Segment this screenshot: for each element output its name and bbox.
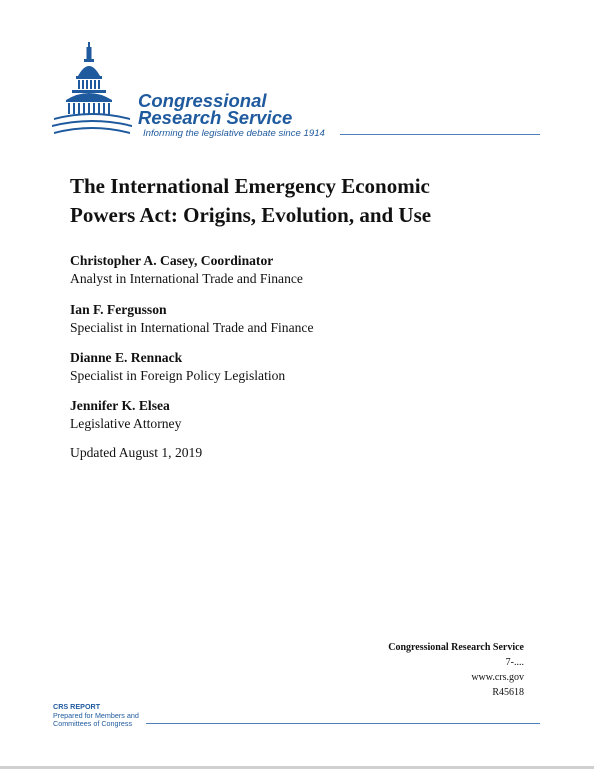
footer-contact [388, 640, 524, 700]
author-block [70, 252, 303, 288]
crs-logo [52, 42, 542, 142]
logo-wordmark [138, 92, 292, 126]
footer-phone: 7-.... [505, 657, 524, 668]
logo-divider [340, 134, 540, 135]
updated-date: Updated August 1, 2019 [70, 445, 203, 460]
author-block [70, 397, 181, 433]
prepared-for-line2: Committees of Congress [53, 719, 133, 729]
logo-name-line2: Research Service [138, 107, 293, 128]
author-role: Specialist in International Trade and Finance [70, 320, 314, 335]
author-role: Specialist in Foreign Policy Legislation [70, 368, 286, 383]
logo-tagline: Informing the legislative debate since 1914 [143, 128, 325, 139]
report-title [70, 172, 530, 230]
author-block [70, 349, 285, 385]
author-block [70, 301, 314, 337]
author-role: Analyst in International Trade and Finance [70, 271, 303, 286]
footer-website: www.crs.gov [471, 672, 524, 683]
prepared-for-line1: Prepared for Members and [53, 710, 139, 720]
capitol-dome-icon [52, 42, 142, 142]
crs-report-title: CRS REPORT [53, 702, 101, 711]
author-role: Legislative Attorney [70, 416, 182, 431]
author-name: Christopher A. Casey, Coordinator [70, 253, 274, 268]
report-title-line2: Powers Act: Origins, Evolution, and Use [70, 203, 432, 227]
report-title-line1: The International Emergency Economic [70, 174, 430, 198]
footer-org: Congressional Research Service [388, 642, 524, 653]
author-name: Jennifer K. Elsea [70, 398, 170, 413]
crs-report-label [53, 703, 139, 729]
author-name: Dianne E. Rennack [70, 350, 183, 365]
footer-divider [146, 723, 540, 724]
author-name: Ian F. Fergusson [70, 302, 167, 317]
footer-report-number: R45618 [492, 687, 524, 698]
logo-name-line1: Congressional [138, 90, 267, 111]
